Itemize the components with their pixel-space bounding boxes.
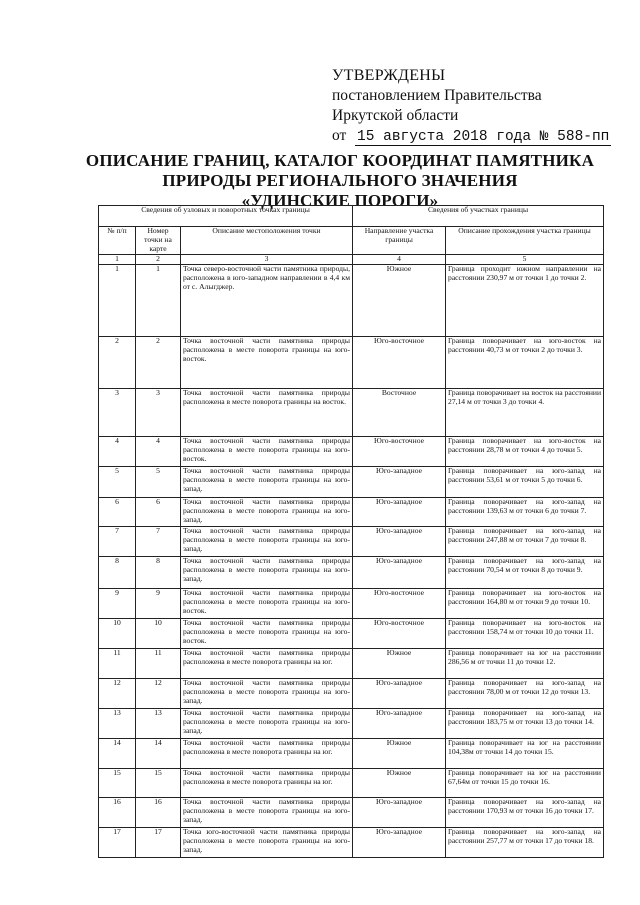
cell-point-number: 9 (136, 588, 181, 618)
cell-point-number: 2 (136, 336, 181, 388)
table-row (99, 827, 604, 857)
table-row (99, 497, 604, 526)
cell-point-description: Точка восточной части памятника природы расположена в месте поворота границы на юго-запад. (181, 678, 353, 708)
document-title-line-1: ОПИСАНИЕ ГРАНИЦ, КАТАЛОГ КООРДИНАТ ПАМЯТНИКА (85, 151, 595, 170)
table-row (99, 526, 604, 556)
table-row (99, 618, 604, 648)
document-title (60, 151, 620, 211)
cell-passage: Граница поворачивает на юго-запад на расстоянии 139,63 м от точки 6 до точки 7. (446, 497, 604, 526)
cell-passage: Граница поворачивает на юго-запад на расстоянии 53,61 м от точки 5 до точки 6. (446, 466, 604, 497)
cell-point-number: 14 (136, 738, 181, 768)
cell-direction: Юго-западное (353, 797, 446, 827)
cell-passage: Граница поворачивает на юго-запад на расстоянии 247,88 м от точки 7 до точки 8. (446, 526, 604, 556)
cell-direction: Юго-западное (353, 678, 446, 708)
cell-point-description: Точка восточной части памятника природы расположена в месте поворота границы на юго-восток. (181, 336, 353, 388)
cell-direction: Юго-западное (353, 827, 446, 857)
approval-date (332, 126, 632, 147)
cell-direction: Юго-западное (353, 497, 446, 526)
table-row (99, 264, 604, 336)
cell-number: 11 (99, 648, 136, 678)
table-row (99, 588, 604, 618)
cell-point-number: 6 (136, 497, 181, 526)
cell-direction: Юго-восточное (353, 436, 446, 466)
cell-passage: Граница поворачивает на юго-запад на расстоянии 78,00 м от точки 12 до точки 13. (446, 678, 604, 708)
cell-direction: Южное (353, 648, 446, 678)
cell-passage: Граница поворачивает на юго-восток на расстоянии 158,74 м от точки 10 до точки 11. (446, 618, 604, 648)
table-row (99, 797, 604, 827)
cell-number: 3 (99, 388, 136, 436)
cell-point-number: 13 (136, 708, 181, 738)
cell-passage: Граница поворачивает на юг на расстоянии 104,38м от точки 14 до точки 15. (446, 738, 604, 768)
cell-number: 4 (99, 436, 136, 466)
cell-number: 5 (99, 466, 136, 497)
col-header-passage: Описание прохождения участка границы (446, 227, 604, 255)
cell-point-description: Точка восточной части памятника природы расположена в месте поворота границы на юго-запад. (181, 526, 353, 556)
cell-number: 15 (99, 768, 136, 797)
cell-point-description: Точка восточной части памятника природы расположена в месте поворота границы на юго-запад. (181, 466, 353, 497)
cell-number: 17 (99, 827, 136, 857)
cell-direction: Юго-восточное (353, 588, 446, 618)
table-body (99, 264, 604, 857)
approval-line-1: постановлением Правительства (332, 87, 542, 104)
cell-point-description: Точка восточной части памятника природы расположена в месте поворота границы на юго-восток. (181, 436, 353, 466)
cell-direction: Юго-западное (353, 466, 446, 497)
cell-point-description: Точка северо-восточной части памятника природы, расположена в юго-западном направлении в 4,4 км от с. Алыгджер. (181, 264, 353, 336)
cell-number: 1 (99, 264, 136, 336)
cell-passage: Граница поворачивает на юго-восток на расстоянии 164,80 м от точки 9 до точки 10. (446, 588, 604, 618)
cell-direction: Юго-западное (353, 556, 446, 588)
cell-point-number: 16 (136, 797, 181, 827)
col-header-direction: Направление участка границы (353, 227, 446, 255)
group-header-parts: Сведения об участках границы (353, 206, 604, 227)
coordinates-table (98, 205, 604, 858)
cell-point-description: Точка восточной части памятника природы расположена в месте поворота границы на юго-восток. (181, 618, 353, 648)
cell-number: 7 (99, 526, 136, 556)
table-group-header (99, 206, 604, 227)
cell-number: 9 (99, 588, 136, 618)
table-row (99, 738, 604, 768)
cell-point-description: Точка восточной части памятника природы расположена в месте поворота границы на юго-запад. (181, 556, 353, 588)
col-number-5: 5 (446, 254, 604, 264)
table-row (99, 466, 604, 497)
col-number-1: 1 (99, 254, 136, 264)
approval-title: УТВЕРЖДЕНЫ (332, 67, 446, 84)
cell-point-description: Точка восточной части памятника природы расположена в месте поворота границы на юг. (181, 738, 353, 768)
col-header-number: № п/п (99, 227, 136, 255)
cell-point-number: 3 (136, 388, 181, 436)
table-row (99, 388, 604, 436)
cell-passage: Граница поворачивает на юг на расстоянии 286,56 м от точки 11 до точки 12. (446, 648, 604, 678)
cell-point-number: 8 (136, 556, 181, 588)
cell-number: 13 (99, 708, 136, 738)
cell-number: 16 (99, 797, 136, 827)
cell-point-number: 5 (136, 466, 181, 497)
approval-date-value: 15 августа 2018 года № 588-пп (357, 129, 610, 145)
table-row (99, 708, 604, 738)
col-number-4: 4 (353, 254, 446, 264)
table-column-numbers (99, 254, 604, 264)
table-row (99, 436, 604, 466)
cell-passage: Граница поворачивает на юго-запад на расстоянии 70,54 м от точки 8 до точки 9. (446, 556, 604, 588)
cell-passage: Граница поворачивает на юго-запад на расстоянии 170,93 м от точки 16 до точки 17. (446, 797, 604, 827)
approval-line-2: Иркутской области (332, 107, 459, 124)
cell-passage: Граница поворачивает на юго-запад на расстоянии 183,75 м от точки 13 до точки 14. (446, 708, 604, 738)
table-row (99, 768, 604, 797)
table-row (99, 678, 604, 708)
table-row (99, 556, 604, 588)
cell-point-number: 17 (136, 827, 181, 857)
cell-passage: Граница поворачивает на юго-восток на расстоянии 28,78 м от точки 4 до точки 5. (446, 436, 604, 466)
cell-point-number: 12 (136, 678, 181, 708)
cell-point-description: Точка восточной части памятника природы расположена в месте поворота границы на юго-запад. (181, 797, 353, 827)
cell-point-number: 11 (136, 648, 181, 678)
cell-point-description: Точка восточной части памятника природы расположена в месте поворота границы на восток. (181, 388, 353, 436)
cell-passage: Граница проходит южном направлении на расстоянии 230,97 м от точки 1 до точки 2. (446, 264, 604, 336)
table-row (99, 336, 604, 388)
cell-passage: Граница поворачивает на юго-запад на расстоянии 257,77 м от точки 17 до точки 18. (446, 827, 604, 857)
cell-direction: Южное (353, 768, 446, 797)
cell-point-number: 15 (136, 768, 181, 797)
cell-direction: Юго-западное (353, 526, 446, 556)
approval-block (332, 66, 632, 147)
cell-point-description: Точка восточной части памятника природы расположена в месте поворота границы на юго-запад. (181, 497, 353, 526)
cell-number: 14 (99, 738, 136, 768)
cell-passage: Граница поворачивает на восток на расстоянии 27,14 м от точки 3 до точки 4. (446, 388, 604, 436)
cell-point-description: Точка восточной части памятника природы расположена в месте поворота границы на юго-запад. (181, 708, 353, 738)
cell-point-number: 10 (136, 618, 181, 648)
cell-number: 6 (99, 497, 136, 526)
approval-date-prefix: от (332, 127, 347, 144)
table-row (99, 648, 604, 678)
col-header-point-number: Номер точки на карте (136, 227, 181, 255)
document-title-line-2: ПРИРОДЫ РЕГИОНАЛЬНОГО ЗНАЧЕНИЯ (162, 171, 518, 190)
document-title-line-3: «УДИНСКИЕ ПОРОГИ» (241, 191, 439, 210)
col-header-point-description: Описание местоположения точки (181, 227, 353, 255)
table-column-header (99, 227, 604, 255)
cell-number: 10 (99, 618, 136, 648)
cell-passage: Граница поворачивает на юго-восток на расстоянии 40,73 м от точки 2 до точки 3. (446, 336, 604, 388)
cell-point-number: 4 (136, 436, 181, 466)
cell-point-description: Точка восточной части памятника природы расположена в месте поворота границы на юг. (181, 648, 353, 678)
cell-point-description: Точка юго-восточной части памятника природы расположена в месте поворота границы на юго-запад. (181, 827, 353, 857)
cell-point-number: 1 (136, 264, 181, 336)
cell-direction: Южное (353, 264, 446, 336)
cell-passage: Граница поворачивает на юг на расстоянии 67,64м от точки 15 до точки 16. (446, 768, 604, 797)
cell-point-description: Точка восточной части памятника природы расположена в месте поворота границы на юг. (181, 768, 353, 797)
cell-direction: Восточное (353, 388, 446, 436)
cell-direction: Южное (353, 738, 446, 768)
cell-number: 8 (99, 556, 136, 588)
col-number-3: 3 (181, 254, 353, 264)
cell-number: 12 (99, 678, 136, 708)
cell-point-description: Точка восточной части памятника природы расположена в месте поворота границы на юго-восток. (181, 588, 353, 618)
cell-number: 2 (99, 336, 136, 388)
cell-point-number: 7 (136, 526, 181, 556)
cell-direction: Юго-восточное (353, 336, 446, 388)
col-number-2: 2 (136, 254, 181, 264)
cell-direction: Юго-западное (353, 708, 446, 738)
group-header-points: Сведения об узловых и поворотных точках границы (99, 206, 353, 227)
cell-direction: Юго-восточное (353, 618, 446, 648)
